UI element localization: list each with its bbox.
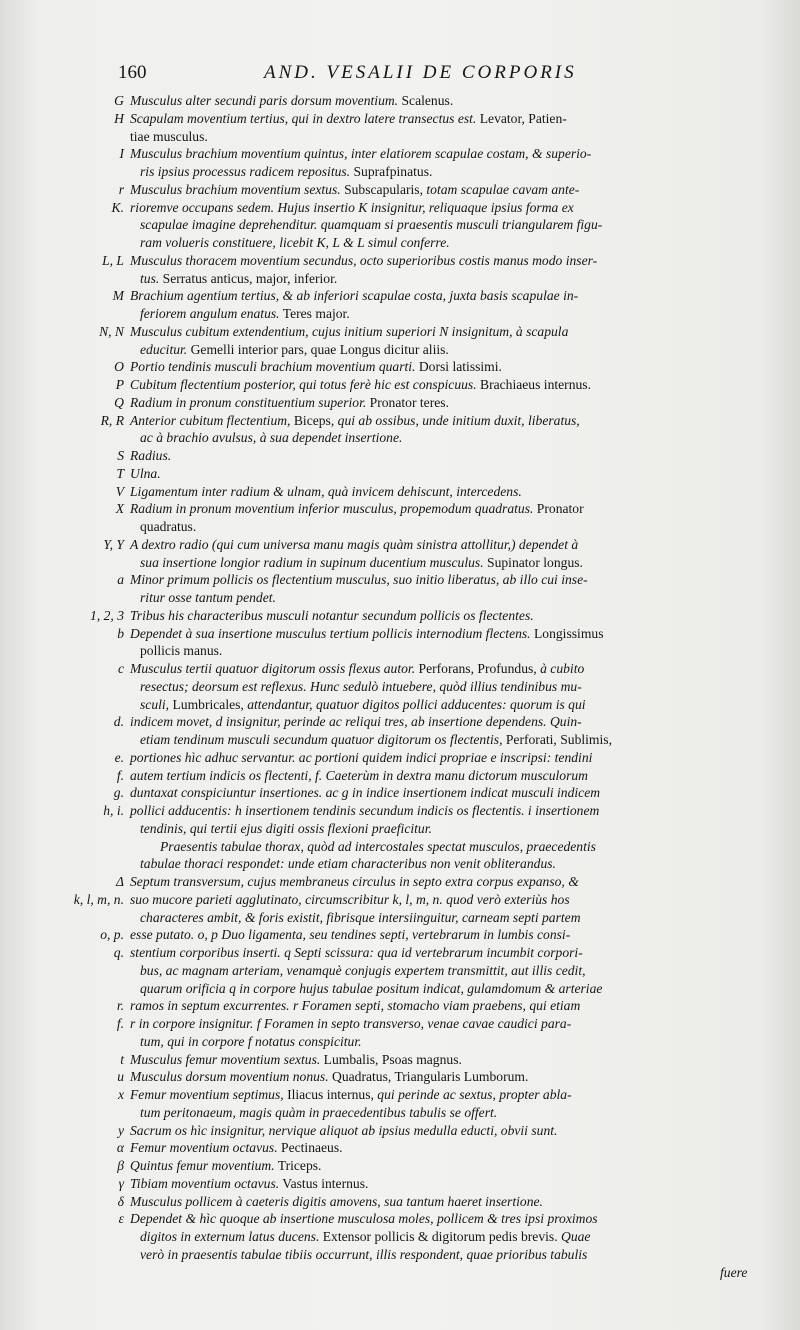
line-text [130, 447, 708, 465]
figure-reference-letter: γ [118, 1175, 124, 1191]
text-line [60, 1193, 708, 1211]
line-text [130, 1210, 708, 1228]
roman-text-run: pollicis manus. [140, 643, 223, 659]
italic-text-run: etiam tendinum musculi secundum quatuor digitorum os flectentis, [140, 732, 503, 747]
italic-text-run: Radius. [130, 448, 172, 463]
italic-text-run: tus. [140, 270, 160, 286]
text-line [60, 216, 708, 234]
line-text [130, 234, 708, 252]
line-text [130, 518, 708, 536]
italic-text-run: autem tertium indicis os flectenti, f. Caeterùm in dextra manu dictorum musculorum [130, 767, 588, 783]
figure-reference-letter: T [116, 465, 124, 481]
line-text [130, 1033, 708, 1051]
line-text [130, 1015, 708, 1033]
text-line [60, 571, 708, 589]
page-number: 160 [118, 62, 147, 83]
text-line [60, 394, 708, 412]
text-line [60, 607, 708, 625]
text-line [60, 234, 708, 252]
text-line [60, 997, 708, 1015]
line-text [130, 181, 708, 199]
figure-reference-letter: O [114, 359, 124, 375]
text-line [60, 341, 708, 359]
figure-reference-letter: o, p. [100, 927, 124, 943]
text-line [60, 1157, 708, 1175]
italic-text-run: Radium in pronum moventium inferior musculus, propemodum quadratus. [130, 501, 534, 517]
text-line [60, 1033, 708, 1051]
italic-text-run: Musculus pollicem à caeteris digitis amovens, sua tantum haeret insertione. [130, 1193, 543, 1209]
line-text [130, 376, 708, 394]
text-line [60, 1051, 708, 1069]
line-text [130, 163, 708, 181]
line-text [130, 216, 708, 234]
italic-text-run: ramos in septum excurrentes. r Foramen septi, stomacho viam praebens, qui etiam [130, 998, 581, 1014]
text-line [60, 199, 708, 217]
italic-text-run: qui perinde ac sextus, propter abla- [377, 1087, 572, 1102]
figure-reference-letter: L, L [102, 252, 124, 268]
line-text [130, 1157, 708, 1175]
italic-text-run: Musculus femur moventium sextus. [130, 1051, 321, 1067]
roman-text-run: Lumbalis, Psoas magnus. [320, 1051, 462, 1067]
italic-text-run: Septum transversum, cujus membraneus circulus in septo extra corpus expanso, & [130, 874, 579, 889]
line-text [130, 536, 708, 554]
figure-reference-letter: a [117, 572, 124, 588]
text-line [60, 909, 708, 927]
roman-text-run: Perforati, Sublimis, [502, 732, 612, 747]
italic-text-run: Musculus alter secundi paris dorsum moventium. [130, 93, 399, 108]
figure-reference-letter: X [115, 501, 124, 517]
text-line [60, 749, 708, 767]
text-line [60, 838, 708, 856]
roman-text-run: Biceps, [290, 412, 338, 428]
roman-text-run: tiae musculus. [130, 128, 208, 144]
italic-text-run: Tibiam moventium octavus. [130, 1175, 280, 1191]
text-line [60, 465, 708, 483]
roman-text-run: Perforans, Profundus, [415, 661, 541, 676]
line-text [130, 696, 708, 714]
text-line [60, 110, 708, 128]
italic-text-run: Dependet & hìc quoque ab insertione musculosa moles, pollicem & tres ipsi proximos [130, 1211, 598, 1227]
figure-reference-letter: y [117, 1122, 124, 1138]
figure-reference-letter: f. [116, 767, 124, 783]
line-text [130, 429, 708, 447]
italic-text-run: Anterior cubitum flectentium, [130, 412, 291, 428]
line-text [130, 749, 708, 767]
italic-text-run: Brachium agentium tertius, & ab inferiori scapulae costa, juxta basis scapulae in- [130, 288, 579, 304]
text-line [60, 287, 708, 305]
italic-text-run: resectus; deorsum est reflexus. Hunc sedulò intuebere, quòd illius tendinibus mu- [140, 678, 582, 694]
text-line [60, 1210, 708, 1228]
text-line [60, 1246, 708, 1264]
italic-text-run: ris ipsius processus radicem repositus. [140, 164, 351, 179]
figure-reference-letter: H [114, 110, 124, 126]
line-text [130, 625, 708, 643]
italic-text-run: Tribus his characteribus musculi notantur secundum pollicis os flectentes. [130, 607, 534, 623]
text-line [60, 1175, 708, 1193]
text-line [60, 429, 708, 447]
italic-text-run: Minor primum pollicis os flectentium musculus, suo initio liberatus, ab illo cui inse- [130, 572, 588, 588]
figure-reference-letter: N, N [99, 323, 124, 339]
line-text [130, 678, 708, 696]
line-text [130, 92, 708, 110]
roman-text-run: Brachiaeus internus. [476, 377, 591, 392]
text-line [60, 980, 708, 998]
text-line [60, 944, 708, 962]
figure-reference-letter: Q [114, 394, 124, 410]
line-text [130, 1264, 747, 1282]
line-text [130, 926, 708, 944]
line-text [130, 1228, 708, 1246]
figure-reference-letter: K. [111, 199, 124, 215]
italic-text-run: verò in praesentis tabulae tibiis occurrunt, illis respondent, quae prioribus tabulis [140, 1246, 588, 1262]
italic-text-run: Femur moventium septimus, [130, 1087, 284, 1102]
line-text [130, 873, 708, 891]
text-line [60, 784, 708, 802]
italic-text-run: Cubitum flectentium posterior, qui totus ferè hic est conspicuus. [130, 377, 477, 392]
text-line [60, 926, 708, 944]
figure-reference-letter: x [117, 1087, 124, 1102]
line-text [130, 767, 708, 785]
text-line [60, 625, 708, 643]
italic-text-run: Musculus thoracem moventium secundus, octo superioribus costis manus modo inser- [130, 252, 598, 268]
line-text [130, 500, 708, 518]
figure-reference-letter: u [117, 1069, 124, 1085]
line-text [130, 784, 708, 802]
italic-text-run: Musculus dorsum moventium nonus. [130, 1069, 329, 1085]
roman-text-run: Pronator teres. [366, 394, 449, 410]
text-line [60, 962, 708, 980]
text-line [60, 554, 708, 572]
text-line [60, 128, 708, 146]
line-text [130, 412, 708, 430]
italic-text-run: indicem movet, d insignitur, perinde ac reliqui tres, ab insertione dependens. Quin- [130, 714, 582, 730]
italic-text-run: Ulna. [130, 465, 161, 481]
italic-text-run: totam scapulae cavam ante- [426, 181, 580, 197]
line-text [130, 341, 708, 359]
text-line [60, 802, 708, 820]
italic-text-run: Musculus cubitum extendentium, cujus initium superiori N insignitum, à scapula [130, 323, 569, 339]
roman-text-run: Serratus anticus, major, inferior. [159, 270, 338, 286]
roman-text-run: Pronator [533, 501, 584, 517]
text-line [60, 252, 708, 270]
italic-text-run: ritur osse tantum pendet. [140, 590, 276, 605]
roman-text-run: Extensor pollicis & digitorum pedis brevis. [319, 1229, 561, 1244]
line-text [130, 1175, 708, 1193]
italic-text-run: tum, qui in corpore f notatus conspicitur. [140, 1033, 362, 1049]
text-line [60, 873, 708, 891]
italic-text-run: feriorem angulum enatus. [140, 306, 280, 321]
text-line [60, 447, 708, 465]
italic-text-run: pollici adducentis: h insertionem tendinis secundum indicis os flectentis. i insertionem [130, 803, 600, 818]
italic-text-run: sua insertione longior radium in supinum ducentium musculus. [140, 554, 484, 570]
line-text [130, 465, 708, 483]
italic-text-run: suo mucore parieti agglutinato, circumscribitur k, l, m, n. quod verò exteriùs hos [130, 891, 570, 907]
text-line [60, 358, 708, 376]
line-text [130, 642, 708, 660]
italic-text-run: quarum orificia q in corpore hujus tabulae positum indicat, gulamdomum & arteriae [140, 980, 603, 996]
line-text [130, 1068, 708, 1086]
text-line [60, 731, 708, 749]
figure-reference-letter: r. [116, 998, 124, 1014]
figure-reference-letter: Δ [116, 874, 124, 889]
roman-text-run: Dorsi latissimi. [415, 359, 502, 375]
italic-text-run: Quae [561, 1229, 591, 1244]
line-text [130, 199, 708, 217]
line-text [130, 962, 708, 980]
italic-text-run: Portio tendinis musculi brachium moventium quarti. [130, 359, 416, 375]
line-text [130, 909, 708, 927]
roman-text-run: Teres major. [279, 306, 350, 321]
line-text [130, 252, 708, 270]
line-text [130, 305, 708, 323]
roman-text-run: Vastus internus. [279, 1175, 369, 1191]
page-header [118, 62, 738, 88]
text-line [60, 1122, 708, 1140]
text-line [60, 412, 708, 430]
line-text [130, 855, 708, 873]
text-line [60, 1015, 708, 1033]
text-line [60, 1139, 708, 1157]
figure-reference-letter: G [114, 93, 124, 108]
running-title: AND. VESALII DE CORPORIS [264, 62, 577, 83]
italic-text-run: bus, ac magnam arteriam, venamquè conjugis expertem transmittit, aut illis cedit, [140, 962, 586, 978]
italic-text-run: attendantur, quatuor digitos pollici adducentes: quorum is qui [247, 696, 586, 712]
figure-reference-letter: f. [116, 1016, 124, 1031]
italic-text-run: tabulae thoraci respondet: unde etiam characteribus non venit obliterandus. [140, 856, 556, 872]
roman-text-run: Supinator longus. [483, 554, 583, 570]
italic-text-run: Musculus brachium moventium sextus. [130, 181, 341, 197]
text-line [60, 163, 708, 181]
italic-text-run: Musculus brachium moventium quintus, inter elatiorem scapulae costam, & superio- [130, 146, 592, 162]
italic-text-run: Scapulam moventium tertius, qui in dextro latere transectus est. [130, 110, 477, 126]
line-text [130, 802, 708, 820]
text-line [60, 518, 708, 536]
text-line [60, 589, 708, 607]
line-text [130, 110, 708, 128]
figure-reference-letter: 1, 2, 3 [90, 607, 124, 623]
text-line [60, 376, 708, 394]
roman-text-run: Scalenus. [398, 93, 454, 108]
line-text [130, 358, 708, 376]
figure-reference-letter: b [117, 625, 124, 641]
italic-text-run: Dependet à sua insertione musculus tertium pollicis internodium flectens. [130, 625, 531, 641]
italic-text-run: r in corpore insignitur. f Foramen in septo transverso, venae cavae caudici para- [130, 1016, 572, 1031]
figure-reference-letter: h, i. [103, 803, 124, 818]
text-line [60, 713, 708, 731]
roman-text-run: Gemelli interior pars, quae Longus dicitur aliis. [187, 341, 449, 357]
italic-text-run: qui ab ossibus, unde initium duxit, liberatus, [337, 412, 580, 428]
italic-text-run: tum peritonaeum, magis quàm in praecedentibus tabulis se offert. [140, 1104, 498, 1120]
italic-text-run: characteres ambit, & foris existit, fibrisque intersiinguitur, carneam septi partem [140, 909, 581, 925]
figure-reference-letter: ε [118, 1211, 124, 1227]
italic-text-run: scapulae imagine deprehenditur. quamquam si praesentis musculi triangularem figu- [140, 217, 603, 233]
italic-text-run: fuere [720, 1264, 748, 1280]
figure-reference-letter: r [118, 181, 124, 197]
figure-reference-letter: M [112, 288, 124, 304]
figure-reference-letter: c [117, 661, 124, 676]
roman-text-run: Suprafpinatus. [350, 164, 433, 179]
italic-text-run: à cubito [540, 661, 585, 676]
italic-text-run: Sacrum os hìc insignitur, nervique aliquot ab ipsius medulla educti, obvii sunt. [130, 1122, 558, 1138]
italic-text-run: Quintus femur moventium. [130, 1158, 275, 1173]
line-text [130, 838, 708, 856]
line-text [130, 944, 708, 962]
roman-text-run: Triceps. [274, 1158, 322, 1173]
roman-text-run: quadratus. [140, 519, 197, 534]
line-text [130, 713, 708, 731]
italic-text-run: duntaxat conspiciuntur insertiones. ac g in indice insertionem indicat musculi indicem [130, 785, 601, 801]
text-line [60, 500, 708, 518]
italic-text-run: tendinis, qui tertii ejus digiti ossis flexioni praeficitur. [140, 820, 432, 836]
figure-reference-letter: Y, Y [103, 536, 124, 552]
text-line [60, 181, 708, 199]
text-line [60, 891, 708, 909]
roman-text-run: Iliacus internus, [283, 1087, 378, 1102]
line-text [130, 980, 708, 998]
text-line [60, 270, 708, 288]
figure-reference-letter: t [120, 1051, 124, 1067]
line-text [130, 1086, 708, 1104]
figure-reference-letter: e. [114, 749, 124, 765]
line-text [130, 145, 708, 163]
italic-text-run: sculi, [140, 696, 170, 712]
italic-text-run: Ligamentum inter radium & ulnam, quà invicem dehiscunt, intercedens. [130, 483, 522, 499]
line-text [130, 483, 708, 501]
line-text [130, 891, 708, 909]
italic-text-run: stentium corporibus inserti. q Septi scissura: qua id vertebrarum incumbit corpori- [130, 945, 583, 960]
line-text [130, 323, 708, 341]
text-line [60, 820, 708, 838]
text-line [60, 1104, 708, 1122]
roman-text-run: Quadratus, Triangularis Lumborum. [328, 1069, 529, 1085]
text-line [60, 305, 708, 323]
italic-text-run: A dextro radio (qui cum universa manu magis quàm sinistra attollitur,) dependet à [130, 536, 579, 552]
roman-text-run: Lumbricales, [169, 696, 248, 712]
italic-text-run: ac à brachio avulsus, à sua dependet insertione. [140, 430, 403, 446]
line-text [130, 1246, 708, 1264]
text-line [60, 323, 708, 341]
line-text [130, 1051, 708, 1069]
line-text [130, 820, 708, 838]
body-text [60, 92, 748, 1281]
roman-text-run: Pectinaeus. [277, 1140, 343, 1156]
roman-text-run: Subscapularis, [340, 181, 427, 197]
italic-text-run: Radium in pronum constituentium superior. [130, 394, 367, 410]
line-text [130, 1139, 708, 1157]
roman-text-run: Longissimus [530, 625, 604, 641]
line-text [130, 287, 708, 305]
line-text [130, 554, 708, 572]
italic-text-run: rioremve occupans sedem. Hujus insertio K insignitur, reliquaque ipsius forma ex [130, 199, 574, 215]
line-text [130, 1122, 708, 1140]
figure-reference-letter: β [117, 1158, 124, 1173]
figure-reference-letter: V [115, 483, 124, 499]
text-line [60, 855, 708, 873]
italic-text-run: portiones hìc adhuc servantur. ac portioni quidem indici propriae e inscripsi: tendini [130, 749, 593, 765]
figure-reference-letter: S [117, 448, 124, 463]
text-line [60, 536, 708, 554]
line-text [130, 571, 708, 589]
line-text [130, 660, 708, 678]
text-line [60, 483, 708, 501]
figure-reference-letter: g. [113, 785, 124, 801]
figure-reference-letter: k, l, m, n. [73, 891, 124, 907]
line-text [130, 270, 708, 288]
text-line [60, 678, 708, 696]
figure-reference-letter: q. [113, 945, 124, 960]
line-text [130, 607, 708, 625]
text-line [60, 145, 708, 163]
italic-text-run: educitur. [140, 341, 188, 357]
figure-reference-letter: α [116, 1140, 124, 1156]
figure-reference-letter: P [115, 377, 124, 392]
figure-reference-letter: I [119, 146, 124, 162]
roman-text-run: Levator, Patien- [476, 110, 567, 126]
line-text [130, 394, 708, 412]
text-line [60, 642, 708, 660]
line-text [130, 1104, 708, 1122]
text-line [60, 767, 708, 785]
text-line [60, 1086, 708, 1104]
line-text [130, 997, 708, 1015]
italic-text-run: ram volueris constituere, licebit K, L & L simul conferre. [140, 235, 450, 250]
figure-reference-letter: R, R [100, 412, 124, 428]
text-line [60, 660, 708, 678]
line-text [130, 1193, 708, 1211]
figure-reference-letter: d. [113, 714, 124, 730]
line-text [130, 731, 708, 749]
italic-text-run: digitos in externum latus ducens. [140, 1229, 320, 1244]
text-line [60, 1068, 708, 1086]
text-line [60, 92, 708, 110]
figure-reference-letter: δ [117, 1193, 124, 1209]
italic-text-run: Femur moventium octavus. [130, 1140, 278, 1156]
italic-text-run: Musculus tertii quatuor digitorum ossis flexus autor. [130, 661, 416, 676]
text-line [60, 1228, 708, 1246]
text-line [60, 696, 708, 714]
italic-text-run: esse putato. o, p Duo ligamenta, seu tendines septi, vertebrarum in lumbis consi- [130, 927, 571, 943]
line-text [130, 589, 708, 607]
text-line [60, 1264, 748, 1282]
italic-text-run: Praesentis tabulae thorax, quòd ad intercostales spectat musculos, praecedentis [160, 838, 596, 854]
line-text [130, 128, 708, 146]
